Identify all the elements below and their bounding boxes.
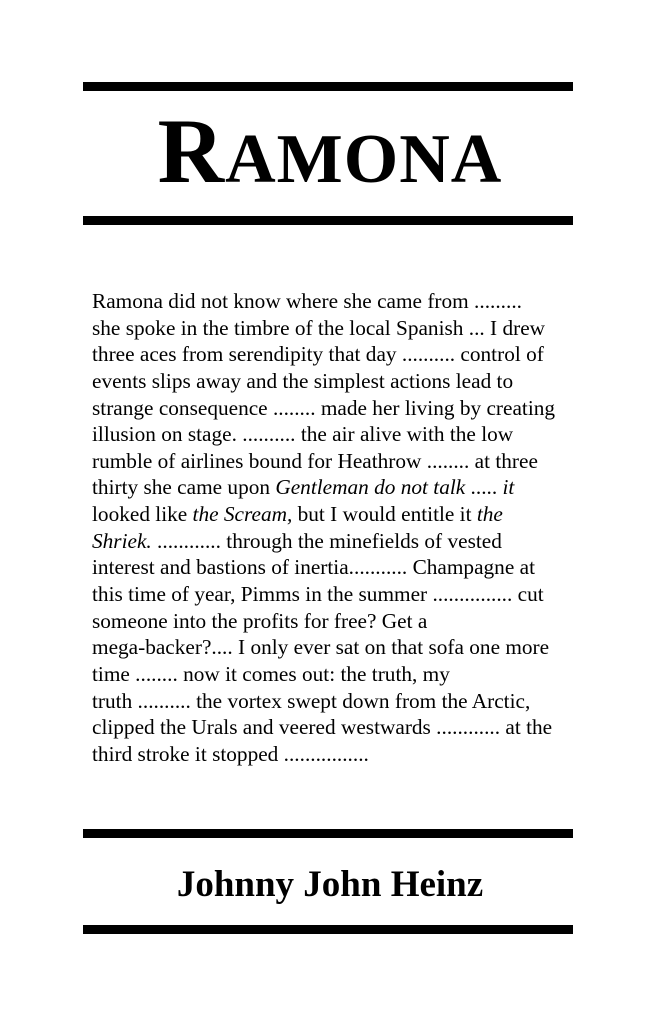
blurb-line bbox=[92, 341, 572, 368]
blurb-italic-phrase: the Scream, bbox=[192, 502, 293, 527]
blurb-italic-phrase: it bbox=[502, 475, 515, 500]
blurb-line bbox=[92, 554, 572, 581]
blurb-phrase: three aces from serendipity that day .......... control of bbox=[92, 342, 544, 367]
blurb-line bbox=[92, 634, 572, 661]
blurb-phrase: rumble of airlines bound for Heathrow ........ at three bbox=[92, 448, 538, 473]
blurb-phrase: ............ through the minefields of vested bbox=[151, 528, 502, 553]
book-title bbox=[0, 96, 660, 215]
blurb-phrase: interest and bastions of inertia........... Champagne at bbox=[92, 555, 535, 580]
blurb-line bbox=[92, 448, 572, 475]
blurb-phrase: looked like bbox=[92, 502, 193, 527]
blurb-phrase: clipped the Urals and veered westwards ............ at the bbox=[92, 715, 553, 740]
title-underline-rule bbox=[83, 216, 573, 225]
blurb-line bbox=[92, 288, 572, 315]
blurb-phrase: this time of year, Pimms in the summer ............... cut bbox=[92, 582, 544, 607]
top-rule bbox=[83, 82, 573, 91]
blurb-line bbox=[92, 581, 572, 608]
blurb-line bbox=[92, 368, 572, 395]
blurb-line bbox=[92, 395, 572, 422]
blurb-line bbox=[92, 608, 572, 635]
blurb-line bbox=[92, 474, 572, 501]
blurb-line bbox=[92, 315, 572, 342]
blurb-phrase: she spoke in the timbre of the local Spanish ... I drew bbox=[92, 315, 546, 340]
blurb-phrase: ..... bbox=[465, 475, 503, 500]
bottom-rule bbox=[83, 925, 573, 934]
blurb-line bbox=[92, 501, 572, 528]
blurb-italic-phrase: Shriek. bbox=[92, 528, 152, 553]
blurb-phrase: third stroke it stopped ................ bbox=[92, 741, 369, 766]
blurb-italic-phrase: the bbox=[476, 502, 503, 527]
blurb-phrase: thirty she came upon bbox=[92, 475, 276, 500]
blurb-line bbox=[92, 661, 572, 688]
blurb-line bbox=[92, 714, 572, 741]
blurb-text bbox=[92, 288, 572, 768]
blurb-line bbox=[92, 421, 572, 448]
blurb-phrase: illusion on stage. .......... the air alive with the low bbox=[92, 422, 514, 447]
blurb-phrase: truth .......... the vortex swept down from the Arctic, bbox=[92, 688, 531, 713]
blurb-line bbox=[92, 741, 572, 768]
blurb-phrase: time ........ now it comes out: the truth, my bbox=[92, 661, 450, 686]
title-rest: AMONA bbox=[225, 121, 503, 198]
blurb-italic-phrase: Gentleman do not talk bbox=[275, 475, 466, 500]
author-top-rule bbox=[83, 829, 573, 838]
author-name: Johnny John Heinz bbox=[176, 864, 484, 905]
blurb-phrase: but I would entitle it bbox=[292, 502, 477, 527]
blurb-phrase: mega-backer?.... I only ever sat on that sofa one more bbox=[92, 635, 550, 660]
blurb-phrase: someone into the profits for free? Get a bbox=[92, 608, 428, 633]
blurb-phrase: strange consequence ........ made her living by creating bbox=[92, 395, 556, 420]
blurb-line bbox=[92, 528, 572, 555]
blurb-line bbox=[92, 688, 572, 715]
blurb-phrase: Ramona did not know where she came from ......... bbox=[92, 289, 522, 313]
title-initial: R bbox=[157, 100, 226, 202]
blurb-phrase: events slips away and the simplest actions lead to bbox=[92, 368, 514, 393]
